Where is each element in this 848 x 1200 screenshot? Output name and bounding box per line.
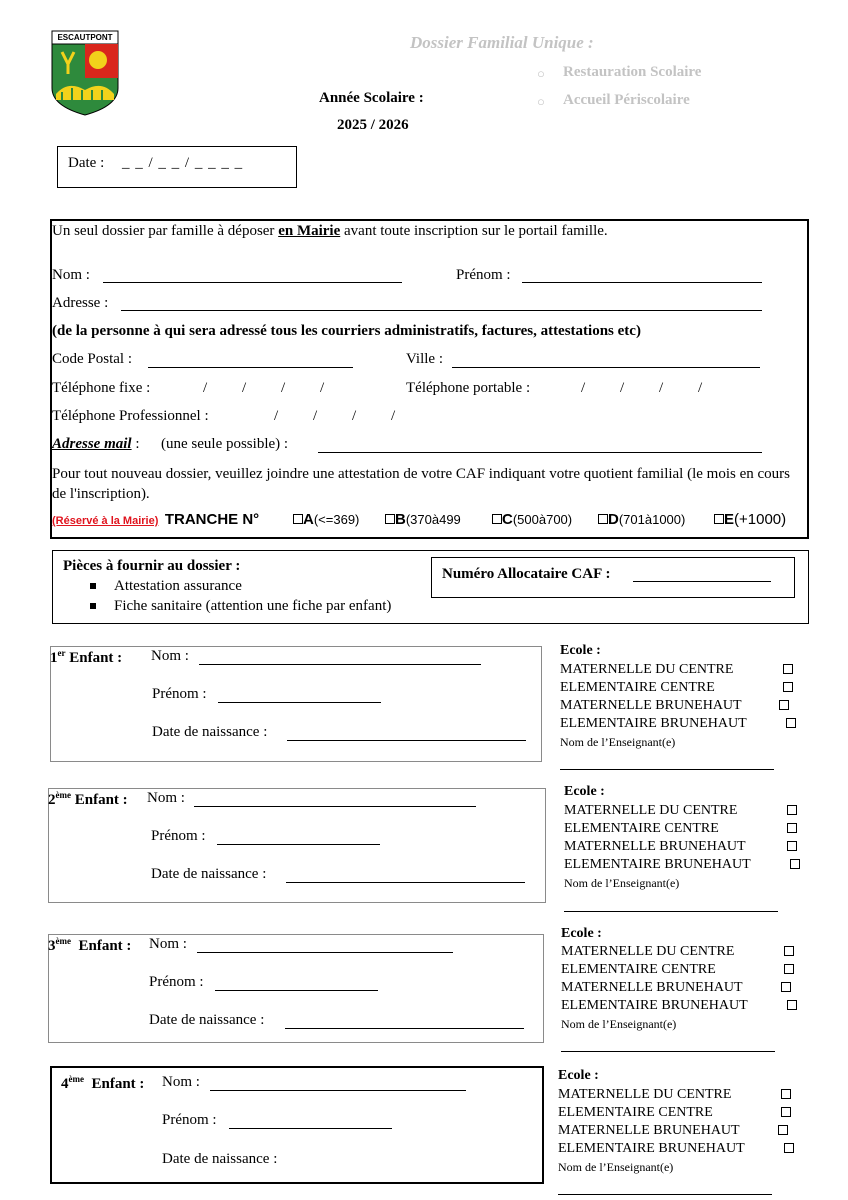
bullet-icon xyxy=(90,603,96,609)
tel-fixe-slash: / xyxy=(281,380,286,396)
school-title: Ecole : xyxy=(561,926,602,941)
logo xyxy=(50,30,120,116)
child-sup: ème xyxy=(55,936,71,946)
checkbox-icon[interactable] xyxy=(492,514,502,524)
mail-field[interactable] xyxy=(318,452,762,453)
child-nom-label: Nom : xyxy=(151,648,189,664)
tel-pro-label: Téléphone Professionnel : xyxy=(52,408,209,424)
child-naissance-label: Date de naissance : xyxy=(149,1012,265,1028)
checkbox-icon[interactable] xyxy=(787,841,797,851)
school-option: ELEMENTAIRE CENTRE xyxy=(564,821,719,836)
adresse-field[interactable] xyxy=(121,310,762,311)
tel-pro-slash: / xyxy=(313,408,318,424)
school-option: ELEMENTAIRE BRUNEHAUT xyxy=(558,1141,745,1156)
child-prenom-label: Prénom : xyxy=(162,1112,217,1128)
checkbox-icon[interactable] xyxy=(779,700,789,710)
caf-number-label: Numéro Allocataire CAF : xyxy=(442,566,611,582)
child-4-title xyxy=(61,1074,144,1093)
school-option: ELEMENTAIRE CENTRE xyxy=(561,962,716,977)
circle-bullet-icon: ○ xyxy=(537,66,545,81)
mail-colon: : xyxy=(131,436,140,452)
mail-label: Adresse mail xyxy=(52,436,132,452)
tranche-range: (500à700) xyxy=(512,512,573,527)
school-year-value: 2025 / 2026 xyxy=(337,117,409,133)
checkbox-icon[interactable] xyxy=(787,805,797,815)
ville-label: Ville : xyxy=(406,351,444,367)
checkbox-icon[interactable] xyxy=(783,664,793,674)
tranche-option-d[interactable] xyxy=(598,511,685,529)
service-restauration: Restauration Scolaire xyxy=(563,64,702,80)
tranche-option-b[interactable] xyxy=(385,511,461,529)
intro-strong: en Mairie xyxy=(278,223,341,239)
nom-field[interactable] xyxy=(103,282,402,283)
reserved-mairie-label: (Réservé à la Mairie) xyxy=(52,515,159,527)
checkbox-icon[interactable] xyxy=(781,1107,791,1117)
tranche-letter: C xyxy=(502,511,513,528)
teacher-label: Nom de l’Enseignant(e) xyxy=(560,735,676,749)
service-periscolaire: Accueil Périscolaire xyxy=(563,92,690,108)
child-1-nom-field[interactable] xyxy=(199,664,481,665)
tranche-option-a[interactable] xyxy=(293,511,359,529)
school-option: MATERNELLE DU CENTRE xyxy=(560,662,734,677)
child-number: 2 xyxy=(48,792,56,808)
tranche-letter: D xyxy=(608,511,619,528)
nom-label: Nom : xyxy=(52,267,90,283)
adresse-note: (de la personne à qui sera adressé tous les courriers administratifs, factures, attestations etc) xyxy=(52,323,641,339)
child-sup: er xyxy=(57,648,66,658)
tranche-letter: B xyxy=(395,511,406,528)
checkbox-icon[interactable] xyxy=(784,964,794,974)
child-label: Enfant : xyxy=(69,650,123,666)
tranche-range: (+1000) xyxy=(734,511,787,528)
teacher-label: Nom de l’Enseignant(e) xyxy=(561,1017,677,1031)
school-option: ELEMENTAIRE CENTRE xyxy=(558,1105,713,1120)
tel-portable-slash: / xyxy=(581,380,586,396)
child-prenom-label: Prénom : xyxy=(151,828,206,844)
tel-pro-slash: / xyxy=(352,408,357,424)
child-number: 4 xyxy=(61,1076,69,1092)
intro-after: avant toute inscription sur le portail famille. xyxy=(340,223,608,239)
caf-note: Pour tout nouveau dossier, veuillez joindre une attestation de votre CAF indiquant votre quotient familial (le mois en cours de l'inscription). xyxy=(52,466,790,502)
piece-item: Attestation assurance xyxy=(114,578,242,594)
school-option: MATERNELLE DU CENTRE xyxy=(564,803,738,818)
checkbox-icon[interactable] xyxy=(781,982,791,992)
checkbox-icon[interactable] xyxy=(784,946,794,956)
pieces-title: Pièces à fournir au dossier : xyxy=(63,558,241,574)
checkbox-icon[interactable] xyxy=(598,514,608,524)
checkbox-icon[interactable] xyxy=(714,514,724,524)
tel-fixe-label: Téléphone fixe : xyxy=(52,380,151,396)
school-option: MATERNELLE BRUNEHAUT xyxy=(558,1123,740,1138)
tranche-range: (701à1000) xyxy=(618,512,686,527)
document-title: Dossier Familial Unique : xyxy=(410,33,594,52)
child-2-naissance-field[interactable] xyxy=(286,882,525,883)
child-4-nom-field[interactable] xyxy=(210,1090,466,1091)
child-number: 1 xyxy=(50,650,58,666)
intro-before: Un seul dossier par famille à déposer xyxy=(52,223,279,239)
child-label: Enfant : xyxy=(74,792,128,808)
date-label: Date : xyxy=(68,155,105,171)
mail-label-row xyxy=(52,436,140,453)
child-1-prenom-field[interactable] xyxy=(218,702,381,703)
child-1-title xyxy=(50,648,122,667)
school-option: ELEMENTAIRE BRUNEHAUT xyxy=(564,857,751,872)
tel-fixe-slash: / xyxy=(242,380,247,396)
teacher-label: Nom de l’Enseignant(e) xyxy=(564,876,680,890)
school-title: Ecole : xyxy=(560,643,601,658)
child-prenom-label: Prénom : xyxy=(152,686,207,702)
checkbox-icon[interactable] xyxy=(783,682,793,692)
adresse-label: Adresse : xyxy=(52,295,109,311)
child-4-teacher-field[interactable] xyxy=(558,1194,772,1195)
teacher-label: Nom de l’Enseignant(e) xyxy=(558,1160,674,1174)
tranche-label: TRANCHE N° xyxy=(164,511,260,528)
child-3-nom-field[interactable] xyxy=(197,952,453,953)
child-2-prenom-field[interactable] xyxy=(217,844,380,845)
school-option: MATERNELLE BRUNEHAUT xyxy=(561,980,743,995)
checkbox-icon[interactable] xyxy=(781,1089,791,1099)
tranche-letter: A xyxy=(303,511,314,528)
tranche-option-c[interactable] xyxy=(492,511,572,529)
child-2-nom-field[interactable] xyxy=(194,806,476,807)
tel-portable-slash: / xyxy=(698,380,703,396)
child-nom-label: Nom : xyxy=(147,790,185,806)
prenom-label: Prénom : xyxy=(456,267,511,283)
prenom-field[interactable] xyxy=(522,282,762,283)
bullet-icon xyxy=(90,583,96,589)
tel-pro-slash: / xyxy=(391,408,396,424)
school-option: MATERNELLE DU CENTRE xyxy=(561,944,735,959)
code-postal-label: Code Postal : xyxy=(52,351,133,367)
child-number: 3 xyxy=(48,938,56,954)
child-prenom-label: Prénom : xyxy=(149,974,204,990)
school-option: MATERNELLE BRUNEHAUT xyxy=(560,698,742,713)
code-postal-field[interactable] xyxy=(148,367,353,368)
tel-portable-label: Téléphone portable : xyxy=(406,380,531,396)
child-1-naissance-field[interactable] xyxy=(287,740,526,741)
child-label: Enfant : xyxy=(91,1076,145,1092)
mail-note: (une seule possible) : xyxy=(161,436,289,452)
tel-pro-slash: / xyxy=(274,408,279,424)
tranche-range: (<=369) xyxy=(313,512,360,527)
school-option: ELEMENTAIRE BRUNEHAUT xyxy=(560,716,747,731)
child-3-teacher-field[interactable] xyxy=(561,1051,775,1052)
tel-fixe-slash: / xyxy=(320,380,325,396)
school-option: ELEMENTAIRE BRUNEHAUT xyxy=(561,998,748,1013)
school-option: MATERNELLE DU CENTRE xyxy=(558,1087,732,1102)
intro-text xyxy=(52,223,608,240)
child-nom-label: Nom : xyxy=(162,1074,200,1090)
checkbox-icon[interactable] xyxy=(784,1143,794,1153)
tranche-letter: E xyxy=(724,511,735,528)
child-naissance-label: Date de naissance : xyxy=(162,1151,278,1167)
child-3-prenom-field[interactable] xyxy=(215,990,378,991)
tel-portable-slash: / xyxy=(659,380,664,396)
checkbox-icon[interactable] xyxy=(293,514,303,524)
checkbox-icon[interactable] xyxy=(786,718,796,728)
child-naissance-label: Date de naissance : xyxy=(151,866,267,882)
date-field[interactable]: _ _ / _ _ / _ _ _ _ xyxy=(122,155,244,171)
circle-bullet-icon: ○ xyxy=(537,94,545,109)
checkbox-icon[interactable] xyxy=(385,514,395,524)
checkbox-icon[interactable] xyxy=(790,859,800,869)
checkbox-icon[interactable] xyxy=(787,823,797,833)
child-nom-label: Nom : xyxy=(149,936,187,952)
tranche-option-e[interactable] xyxy=(714,511,786,529)
checkbox-icon[interactable] xyxy=(787,1000,797,1010)
tranche-row xyxy=(52,511,259,529)
logo-text: ESCAUTPONT xyxy=(57,33,113,42)
school-title: Ecole : xyxy=(558,1068,599,1083)
child-3-title xyxy=(48,936,131,955)
school-option: MATERNELLE BRUNEHAUT xyxy=(564,839,746,854)
checkbox-icon[interactable] xyxy=(778,1125,788,1135)
piece-item: Fiche sanitaire (attention une fiche par enfant) xyxy=(114,598,392,614)
child-label: Enfant : xyxy=(78,938,132,954)
caf-number-field[interactable] xyxy=(633,581,771,582)
child-1-teacher-field[interactable] xyxy=(560,769,774,770)
child-3-naissance-field[interactable] xyxy=(285,1028,524,1029)
ville-field[interactable] xyxy=(452,367,760,368)
school-option: ELEMENTAIRE CENTRE xyxy=(560,680,715,695)
child-2-title xyxy=(48,790,128,809)
tel-portable-slash: / xyxy=(620,380,625,396)
tel-fixe-slash: / xyxy=(203,380,208,396)
child-2-teacher-field[interactable] xyxy=(564,911,778,912)
child-sup: ème xyxy=(68,1074,84,1084)
school-title: Ecole : xyxy=(564,784,605,799)
child-naissance-label: Date de naissance : xyxy=(152,724,268,740)
child-4-prenom-field[interactable] xyxy=(229,1128,392,1129)
child-sup: ème xyxy=(55,790,71,800)
tranche-range: (370à499 xyxy=(405,512,461,527)
school-year-label: Année Scolaire : xyxy=(319,90,424,106)
